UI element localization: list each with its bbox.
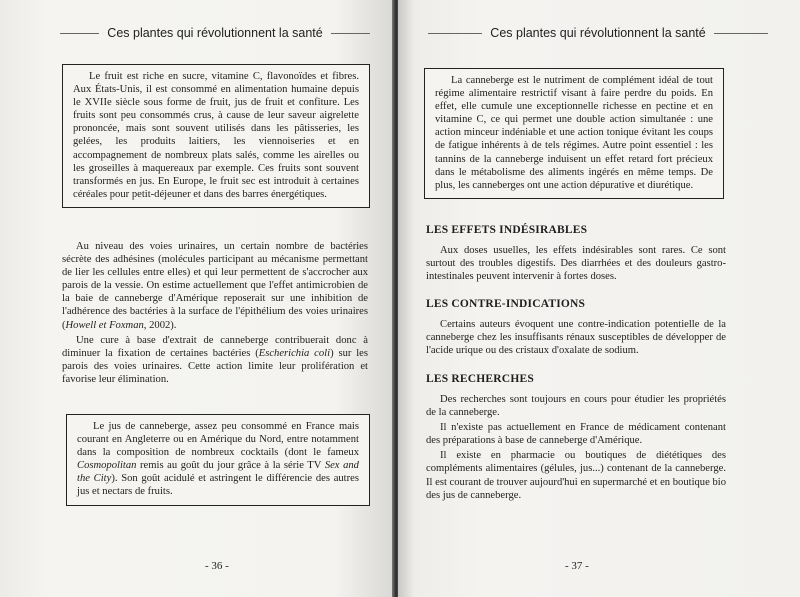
right-page — [398, 0, 800, 597]
section-text-side-effects: Aux doses usuelles, les effets indésirables sont rares. Ce sont surtout des troubles digestifs. Des diarrhées et des douleurs gastro-intestinales peuvent intervenir à fortes doses. — [426, 245, 726, 283]
info-box-fruit — [62, 64, 370, 208]
info-box-weight — [424, 68, 724, 199]
running-header-right — [428, 26, 768, 40]
section-heading-research: LES RECHERCHES — [426, 373, 534, 385]
section-heading-contraindications: LES CONTRE-INDICATIONS — [426, 298, 586, 310]
page-number: - 37 - — [565, 560, 589, 572]
running-header-left — [60, 26, 370, 40]
body-text-left — [62, 240, 368, 388]
info-box-text: Le fruit est riche en sucre, vitamine C, flavonoïdes et fibres. Aux États-Unis, il est consommé en alimentation humaine depuis le XVIIe siècle sous forme de fruit, jus de fruit et confiture. Les fruits sont peu consommés crus, à cause de leur saveur aigrelette prononcée, mais sont souvent utilisés dans les pâtisseries, les gelées, les produits laitiers, les viennoiseries et en accompagnement de nombreux plats salés, comme les airelles ou les groseilles à maquereaux par exemple. Ces fruits sont souvent transformés en jus. En Europe, le fruit sec est introduit à certaines céréales pour petit-déjeuner et dans des barres énergétiques. — [73, 71, 359, 200]
header-rule — [714, 33, 768, 34]
header-rule — [428, 33, 482, 34]
left-page — [0, 0, 394, 597]
header-title: Ces plantes qui révolutionnent la santé — [490, 26, 706, 40]
section-heading-side-effects: LES EFFETS INDÉSIRABLES — [426, 224, 588, 236]
citation: Howell et Foxman — [65, 319, 144, 331]
page-number: - 36 - — [205, 560, 229, 572]
paragraph-cure: Une cure à base d'extrait de canneberge contribuerait donc à diminuer la fixation de certaines bactéries (Escherichia coli) sur les parois des voies urinaires. Cette action limite leur prolifération et favorise leur élimination. — [62, 334, 369, 385]
section-text-contraindications: Certains auteurs évoquent une contre-indication potentielle de la canneberge chez les insuffisants rénaux susceptibles de développer de l'acide urique ou des cristaux d'oxalate de sodium. — [426, 319, 726, 357]
info-box-juice — [66, 414, 370, 506]
header-title: Ces plantes qui révolutionnent la santé — [107, 26, 323, 40]
paragraph-adhesins: Au niveau des voies urinaires, un certain nombre de bactéries sécrète des adhésines (molécules participant au mécanisme permettant de lier les cellules entre elles) et qui leur permettent de s'accrocher aux parois de la vessie. On estime actuellement que l'effet antimicrobien de la baie de canneberge d'Amérique reposerait sur une inhibition de l'adhérence des bactéries à la surface de l'épithélium des voies urinaires (Howell et Foxman, 2002). — [62, 241, 368, 331]
info-box-text: La canneberge est le nutriment de complément idéal de tout régime alimentaire restrictif visant à faire perdre du poids. En effet, elle cumule une exceptionnelle richesse en pectine et en vitamine C, ce qui permet une double action simultanée : une action minceur indéniable et une action tonique évitant les coups de fatigue inhérents à de tels régimes. Autre point essentiel : les tannins de la canneberge induisent un effet retard fort précieux dans le métabolisme des aliments ingérés en même temps. De plus, les canneberges ont une action dépurative et diurétique. — [435, 75, 713, 191]
header-rule — [331, 33, 370, 34]
info-box-text: Le jus de canneberge, assez peu consommé en France mais courant en Angleterre ou en Amérique du Nord, entre notamment dans la composition de nombreux cocktails (dont le fameux Cosmopolitan remis au goût du jour grâce à la série TV Sex and the City). Son goût acidulé et astringent le différencie des autres jus et nectars de fruits. — [77, 421, 359, 498]
section-text-research: Des recherches sont toujours en cours pour étudier les propriétés de la canneberge. Il n'existe pas actuellement en France de médicament contenant des préparations à base de canneberge d'Amérique. Il existe en pharmacie ou boutiques de diététiques des compléments alimentaires (gélules, jus...) contenant de la canneberge. Il est courant de trouver aujourd'hui en supermarché et en boutique bio des jus de canneberge. — [426, 394, 726, 501]
species-name: Escherichia coli — [258, 347, 331, 359]
header-rule — [60, 33, 99, 34]
